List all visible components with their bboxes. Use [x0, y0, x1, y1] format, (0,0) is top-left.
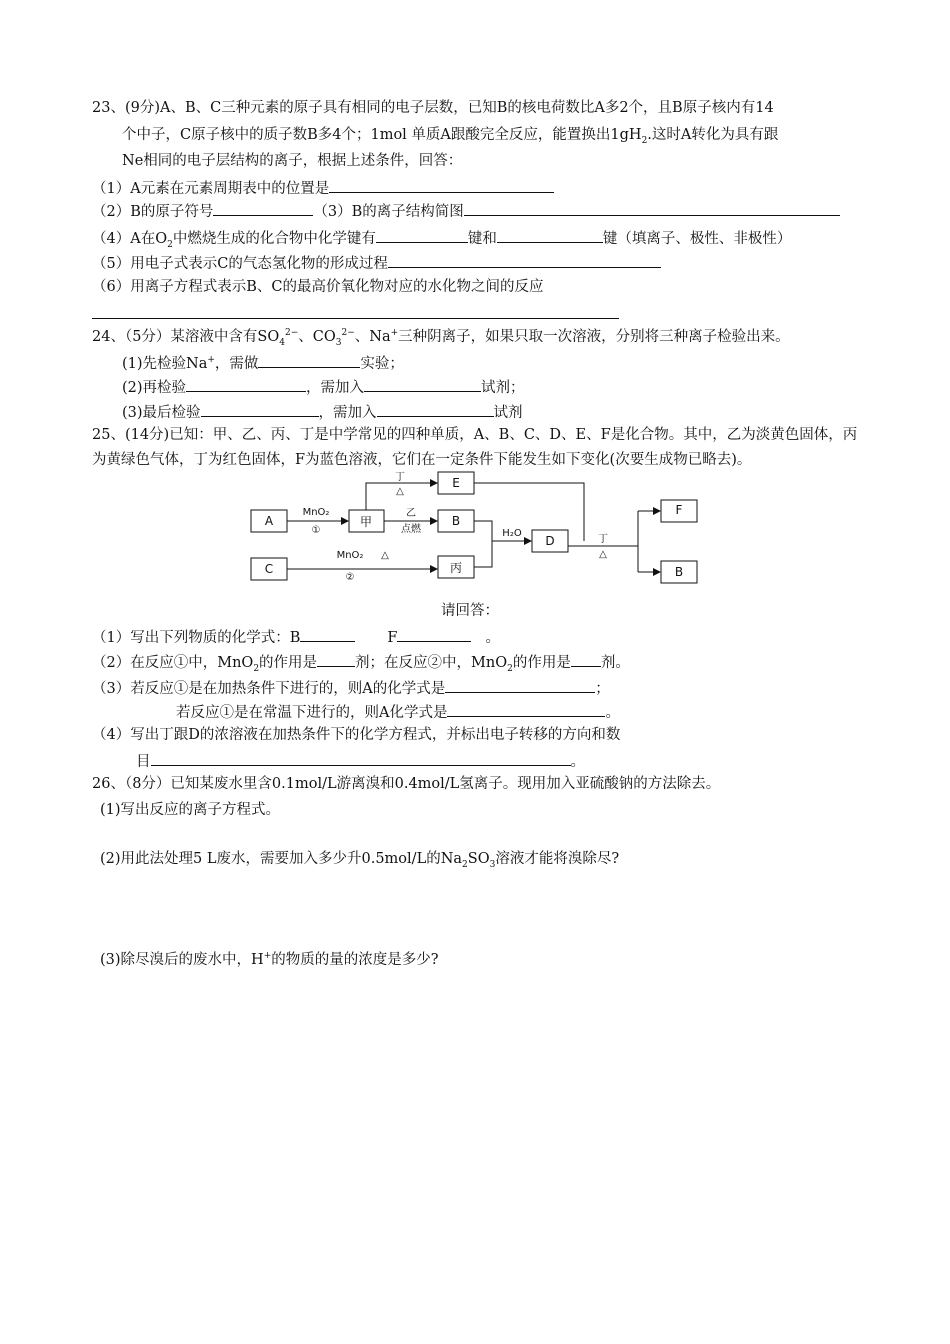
q25-stem-line2: 为黄绿色气体，丁为红色固体，F为蓝色溶液，它们在一定条件下能发生如下变化(次要生成物已略去)。 — [92, 452, 752, 468]
answer-blank[interactable] — [445, 677, 595, 693]
q25-q4-line2: 目 。 — [136, 750, 585, 772]
label-D: D — [545, 534, 555, 548]
cond-ding-2: 丁 — [598, 534, 608, 545]
answer-blank[interactable] — [497, 227, 603, 243]
q23-part1: （1）A元素在元素周期表中的位置是 — [92, 177, 554, 199]
q26-stem: 26、（8分）已知某废水里含0.1mol/L游离溴和0.4mol/L氢离子。现用加入亚硫酸钠的方法除去。 — [92, 776, 721, 792]
q24-step1: (1)先检验Na+，需做 实验； — [122, 352, 404, 374]
answer-blank[interactable] — [464, 200, 840, 216]
q26-part1: (1)写出反应的离子方程式。 — [100, 802, 281, 818]
cond-heat-2: △ — [381, 550, 389, 561]
answer-blank[interactable] — [186, 376, 306, 392]
q25-q2: （2）在反应①中，MnO$_2$的作用是 剂；在反应②中，MnO$_2$的作用是 剂。 — [92, 651, 630, 673]
label-jia: 甲 — [359, 515, 373, 529]
answer-blank[interactable] — [201, 401, 319, 417]
answer-blank[interactable] — [258, 352, 360, 368]
reaction-flow-diagram — [240, 466, 710, 596]
answer-blank[interactable] — [397, 626, 471, 642]
cond-ding-1: 丁 — [395, 472, 405, 483]
q23-part2-3: （2）B的原子符号 （3）B的离子结构简图 — [92, 200, 840, 222]
cond-yi: 乙 — [406, 508, 416, 519]
q25-stem-line1: 25、(14分)已知：甲、乙、丙、丁是中学常见的四种单质，A、B、C、D、E、F是化合物。其中，乙为淡黄色固体，丙 — [92, 427, 858, 443]
answer-blank[interactable] — [151, 750, 571, 766]
q25-please-answer: 请回答： — [441, 603, 499, 619]
label-bing: 丙 — [449, 561, 463, 575]
answer-blank[interactable] — [376, 227, 468, 243]
q26-part3: (3)除尽溴后的废水中，H+的物质的量的浓度是多少? — [100, 951, 439, 968]
q23-stem-line1: 23、(9分)A、B、C三种元素的原子具有相同的电子层数，已知B的核电荷数比A多2个，且B原子核内有14 — [92, 100, 774, 116]
cond-h2o: H₂O — [502, 528, 522, 539]
cond-mno2-2: MnO₂ — [336, 550, 364, 561]
label-F: F — [675, 503, 683, 517]
cond-circle-2: ② — [345, 572, 355, 583]
q25-q3-line2: 若反应①是在常温下进行的，则A化学式是 。 — [176, 701, 620, 723]
q23-part6: （6）用离子方程式表示B、C的最高价氧化物对应的水化物之间的反应 — [92, 279, 544, 295]
answer-blank[interactable] — [300, 626, 355, 642]
cond-heat-3: △ — [599, 549, 607, 560]
q23-answer-line[interactable] — [92, 318, 619, 319]
answer-blank[interactable] — [213, 200, 313, 216]
label-E: E — [452, 476, 460, 490]
cond-circle-1: ① — [311, 525, 321, 536]
answer-blank[interactable] — [364, 376, 481, 392]
q25-q3-line1: （3）若反应①是在加热条件下进行的，则A的化学式是 ； — [92, 677, 610, 699]
answer-blank[interactable] — [447, 701, 605, 717]
q23-part5: （5）用电子式表示C的气态氢化物的形成过程 — [92, 252, 661, 274]
q24-step2: (2)再检验 ，需加入 试剂； — [122, 376, 525, 398]
label-C: C — [264, 562, 274, 576]
answer-blank[interactable] — [377, 401, 494, 417]
q24-step3: (3)最后检验 ，需加入 试剂 — [122, 401, 523, 423]
answer-blank[interactable] — [329, 177, 554, 193]
cond-heat-1: △ — [396, 486, 404, 497]
q26-part2: (2)用此法处理5 L废水，需要加入多少升0.5mol/L的$Na_2SO_3$溶液才能将溴除尽? — [100, 851, 620, 870]
answer-blank[interactable] — [571, 651, 601, 667]
label-B2: B — [674, 565, 684, 579]
q25-q4-line1: （4）写出丁跟D的浓溶液在加热条件下的化学方程式，并标出电子转移的方向和数 — [92, 727, 621, 743]
answer-blank[interactable] — [388, 252, 661, 268]
q24-stem: 24、（5分）某溶液中含有$SO_4^{2-}$、$CO_3^{2-}$、Na+三种阴离子，如果只取一次溶液，分别将三种离子检验出来。 — [92, 328, 790, 348]
label-B1: B — [451, 514, 461, 528]
q23-stem-line3: Ne相同的电子层结构的离子，根据上述条件，回答： — [122, 153, 463, 169]
q23-part4: （4）A在$O_2$中燃烧生成的化合物中化学键有 键和 键（填离子、极性、非极性） — [92, 227, 791, 249]
q23-stem-line2: 个中子，C原子核中的质子数B多4个；1mol 单质A跟酸完全反应，能置换出$1gH_2$.这时A转化为具有跟 — [122, 127, 779, 146]
cond-ignite: 点燃 — [401, 524, 421, 535]
cond-mno2-1: MnO₂ — [302, 507, 330, 518]
label-A: A — [264, 514, 274, 528]
answer-blank[interactable] — [317, 651, 355, 667]
q25-q1: （1）写出下列物质的化学式：B F 。 — [92, 626, 500, 648]
